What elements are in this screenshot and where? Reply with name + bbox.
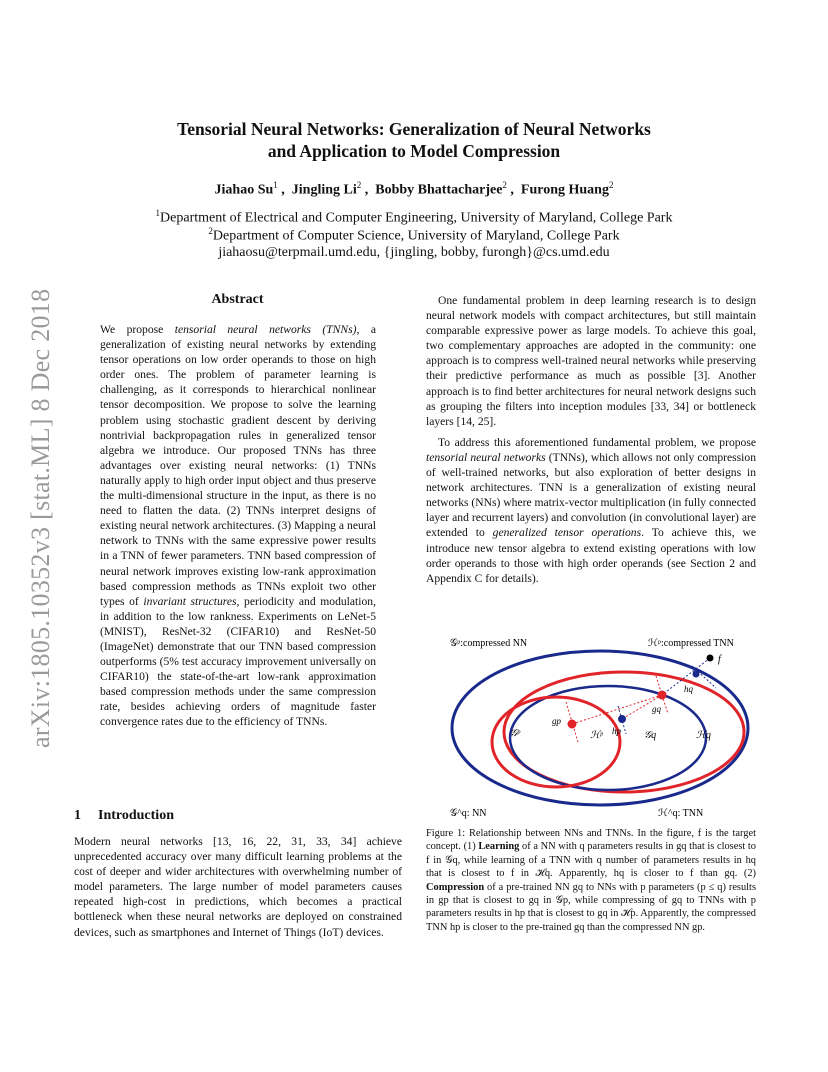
point-f: [707, 655, 714, 662]
caption-text: of a NN with q parameters results in gq that is closest to f in 𝒢q, while learning of a TNN with q number of parameters results in hq that is closest to f in ℋq. Apparently, hq is closer to f than gq. (2): [426, 841, 757, 880]
arxiv-stamp: [4, 258, 55, 748]
abstract-heading: Abstract: [211, 292, 264, 307]
label-f: f: [718, 654, 721, 665]
paragraph: Modern neural networks [13, 16, 22, 31, 33, 34] achieve unprecedented accuracy over many difficult learning problems at the cost of deeper and wider architectures with overwhelming number of model parameters. The large number of model parameters causes repeated high-cost in predictions, which becomes a practical bottleneck when these neural networks are deployed on constrained devices, such as smartphones and Internet of Things (IoT) devices.: [74, 835, 402, 939]
label-gq-nn: 𝒢^q: NN: [450, 808, 487, 819]
section-title: Introduction: [98, 808, 174, 823]
paragraph-text: To address this aforementioned fundamental problem, we propose: [438, 435, 756, 449]
label-hq: hq: [684, 684, 693, 694]
author-name: Bobby Bhattacharjee: [375, 182, 503, 198]
author-name: Jingling Li: [291, 182, 357, 198]
author-list: Jiahao Su$^1$ , Jingling Li$^2$ , Bobby Bhattacharjee$^2$ , Furong Huang$^2$: [214, 180, 614, 198]
author-emails: jiahaosu@terpmail.umd.edu, {jingling, bobby, furongh}@cs.umd.edu: [218, 245, 610, 260]
right-column: [426, 293, 756, 592]
paper-title: [0, 118, 828, 162]
author-name: Jiahao Su: [214, 182, 274, 198]
label-hp-compressed: ℋᵖ:compressed TNN: [648, 638, 734, 649]
caption-text: of a pre-trained NN gq to NNs with p parameters (p ≤ q) results in gp that is closest to gq in 𝒢p, while compressing of gq to TNNs with p parameters results in hp that is closest to gq in ℋp. Apparently, the compressed TNN hp is closer to the pre-trained gq than the compressed NN gp.: [426, 881, 756, 933]
section-number: 1: [74, 808, 81, 823]
affiliation-text: Department of Computer Science, University of Maryland, College Park: [212, 228, 620, 244]
abstract-text: We propose: [100, 323, 175, 336]
author-affiliation-mark: 2: [608, 180, 614, 190]
abstract-emphasis: tensorial neural networks (TNNs): [174, 323, 357, 336]
author-affiliation-mark: 1: [273, 180, 278, 190]
paragraph-text: . To achieve this, we introduce new tensor algebra to extend existing operations with low order operands to those with high order operands (see Section 2 and Appendix C for details).: [426, 526, 756, 585]
affiliation-mark: 2: [208, 226, 213, 236]
label-gq: gq: [652, 704, 661, 714]
caption-bold: Compression: [426, 881, 485, 893]
region-gp: 𝒢ᵖ: [510, 728, 520, 739]
region-gq: 𝒢q: [644, 730, 657, 741]
affiliation-text: Department of Electrical and Computer Engineering, University of Maryland, College Park: [160, 210, 673, 226]
paragraph-emphasis: tensorial neural networks: [426, 450, 546, 464]
point-hq: [693, 671, 700, 678]
intro-paragraph: [74, 834, 402, 946]
title-line-2: and Application to Model Compression: [267, 141, 561, 161]
abstract-emphasis: invariant structures: [143, 594, 237, 608]
arxiv-id: arXiv:1805.10352v3 [stat.ML] 8 Dec 2018: [26, 288, 55, 748]
affiliation-2: [0, 222, 828, 246]
author-affiliation-mark: 2: [502, 180, 507, 190]
author-affiliation-mark: 2: [356, 180, 362, 190]
paragraph: [426, 435, 756, 586]
point-gq: [658, 691, 667, 700]
section-heading: [74, 808, 174, 824]
point-hp: [618, 715, 626, 723]
label-hp: hp: [612, 726, 621, 736]
dashed-line: [572, 695, 662, 724]
paragraph: One fundamental problem in deep learning research is to design neural network models with compact architectures, but still maintain comparable expressive power as large models. To achieve this goal, two complementary approaches are adopted in the community: one approach is to compress well-trained neural networks while preserving their predictive performance as much as possible [3]. Another approach is to find better architectures for neural network designs such as grouping the filters into inception modules [33, 34] or bottleneck layers [14, 25].: [426, 294, 756, 428]
region-hp: ℋᵖ: [590, 730, 603, 741]
title-line-1: Tensorial Neural Networks: Generalization of Neural Networks: [177, 119, 651, 139]
abstract-body: [100, 322, 376, 730]
region-hq: ℋq: [696, 730, 711, 741]
author-name: Furong Huang: [520, 182, 609, 198]
paragraph-text: (TNNs), which allows not only compression of well-trained networks, but also exploration of better designs in network architectures. TNN is a generalization of existing neural networks (NNs) where matrix-vector multiplication (in fully connected layer and recurrent layers) and convolution (in convolutional layer) are extended to: [426, 450, 757, 540]
abstract-text: , periodicity and modulation, in addition to the low rankness. Experiments on LeNet-5 (MNIST), ResNet-32 (CIFAR10) and ResNet-50 (ImageNet) demonstrate that our TNN based compression outperforms (5% test accuracy improvement universally on CIFAR10) the state-of-the-art low-rank approximation based compression methods under the same compression rate, besides achieving orders of magnitude faster convergence rates due to the efficiency of TNNs.: [100, 594, 376, 729]
label-gp: gp: [552, 716, 561, 726]
abstract-text: , a generalization of existing neural networks by extending tensor operations on low order operands to those on high order ones. The problem of parameter learning is challenging, as it corresponds to hierarchical nonlinear tensor decomposition. We propose to solve the learning problem using stochastic gradient descent by deriving nontrivial backpropagation rules in generalized tensor algebra we introduce. Our proposed TNNs has three advantages over existing neural networks: (1) TNNs naturally apply to high order input object and thus preserve the multi-dimensional structure in the input, as there is no need to flatten the data. (2) TNNs interpret designs of existing neural network architectures. (3) Mapping a neural network to TNNs with the same expressive power results in a TNN of fewer parameters. TNN based compression of neural network improves existing low-rank approximation based compression methods as TNNs exploit two other types of: [100, 323, 377, 608]
affiliation-mark: 1: [155, 208, 161, 218]
figure-1-diagram: [426, 632, 756, 822]
label-hq-tnn: ℋ^q: TNN: [658, 808, 704, 819]
figure-1-caption: [426, 827, 756, 934]
caption-bold: Learning: [478, 841, 520, 853]
point-gp: [568, 720, 577, 729]
label-gp-compressed: 𝒢ᵖ:compressed NN: [450, 638, 528, 649]
caption-text: Figure 1: Relationship between NNs and TNNs. In the figure, f is the target concept. (1): [426, 828, 756, 853]
ellipse-hp: [510, 686, 706, 790]
paragraph-emphasis: generalized tensor operations: [492, 526, 642, 540]
